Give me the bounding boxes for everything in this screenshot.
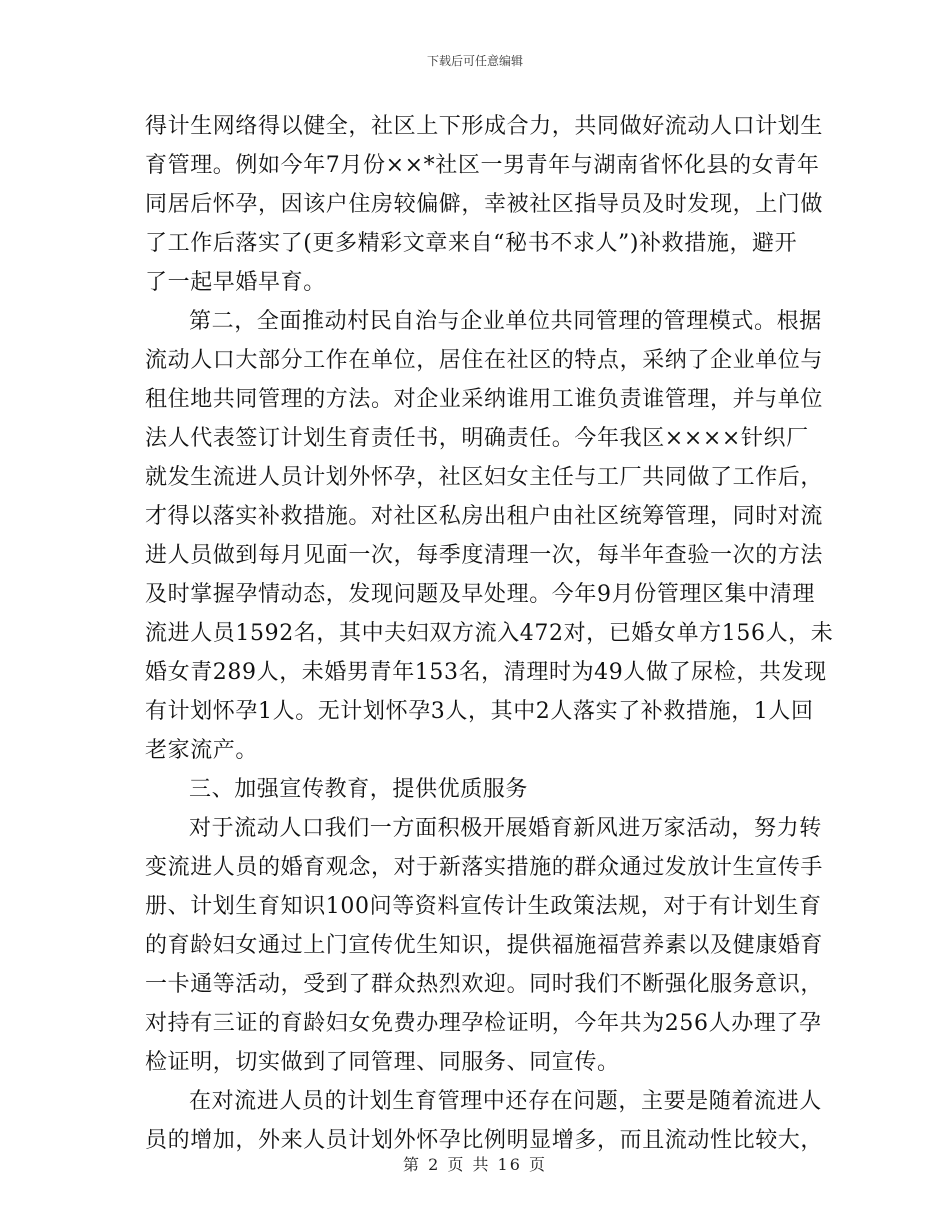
text-line: 有计划怀孕1人。无计划怀孕3人，其中2人落实了补救措施，1人回 (145, 699, 814, 724)
paragraph-start-line: 在对流进人员的计划生育管理中还存在问题，主要是随着流进人 (189, 1089, 822, 1114)
section-heading: 三、加强宣传教育，提供优质服务 (189, 777, 529, 802)
page-header: 下载后可任意编辑 (426, 54, 523, 68)
text-line: 进人员做到每月见面一次，每季度清理一次，每半年查验一次的方法 (145, 543, 824, 568)
text-line: 对持有三证的育龄妇女免费办理孕检证明，今年共为256人办理了孕 (145, 1011, 822, 1036)
text-line: 婚女青289人，未婚男青年153名，清理时为49人做了尿检，共发现 (145, 660, 827, 685)
text-line: 流进人员1592名，其中夫妇双方流入472对，已婚女单方156人，未 (145, 621, 834, 646)
text-line: 一卡通等活动，受到了群众热烈欢迎。同时我们不断强化服务意识， (145, 972, 824, 997)
paragraph-start-line: 第二，全面推动村民自治与企业单位共同管理的管理模式。根据 (189, 309, 822, 334)
document-body (145, 107, 834, 1160)
paragraph-start-line: 对于流动人口我们一方面积极开展婚育新风进万家活动，努力转 (189, 816, 822, 841)
text-line: 及时掌握孕情动态，发现问题及早处理。今年9月份管理区集中清理 (145, 582, 815, 607)
text-line: 流动人口大部分工作在单位，居住在社区的特点，采纳了企业单位与 (145, 348, 824, 373)
text-line: 育管理。例如今年7月份××*社区一男青年与湖南省怀化县的女青年 (145, 153, 820, 178)
text-line: 同居后怀孕，因该户住房较偏僻，幸被社区指导员及时发现，上门做 (145, 192, 824, 217)
text-line: 老家流产。 (145, 738, 259, 763)
text-line: 员的增加，外来人员计划外怀孕比例明显增多，而且流动性比较大， (145, 1128, 824, 1153)
text-line: 法人代表签订计划生育责任书，明确责任。今年我区××××针织厂 (145, 426, 809, 451)
text-line: 了一起早婚早育。 (145, 270, 326, 295)
text-line: 变流进人员的婚育观念，对于新落实措施的群众通过发放计生宣传手 (145, 855, 824, 880)
text-line: 册、计划生育知识100问等资料宣传计生政策法规，对于有计划生育 (145, 894, 822, 919)
text-line: 得计生网络得以健全，社区上下形成合力，共同做好流动人口计划生 (145, 114, 824, 139)
text-line: 了工作后落实了(更多精彩文章来自“秘书不求人”)补救措施，避开 (145, 231, 798, 256)
text-line: 检证明，切实做到了同管理、同服务、同宣传。 (145, 1050, 620, 1075)
text-line: 租住地共同管理的方法。对企业采纳谁用工谁负责谁管理，并与单位 (145, 387, 824, 412)
text-line: 就发生流进人员计划外怀孕，社区妇女主任与工厂共同做了工作后， (145, 465, 824, 490)
text-line: 才得以落实补救措施。对社区私房出租户由社区统筹管理，同时对流 (145, 504, 824, 529)
page-footer: 第 2 页 共 16 页 (403, 1155, 547, 1174)
text-line: 的育龄妇女通过上门宣传优生知识，提供福施福营养素以及健康婚育 (145, 933, 824, 958)
